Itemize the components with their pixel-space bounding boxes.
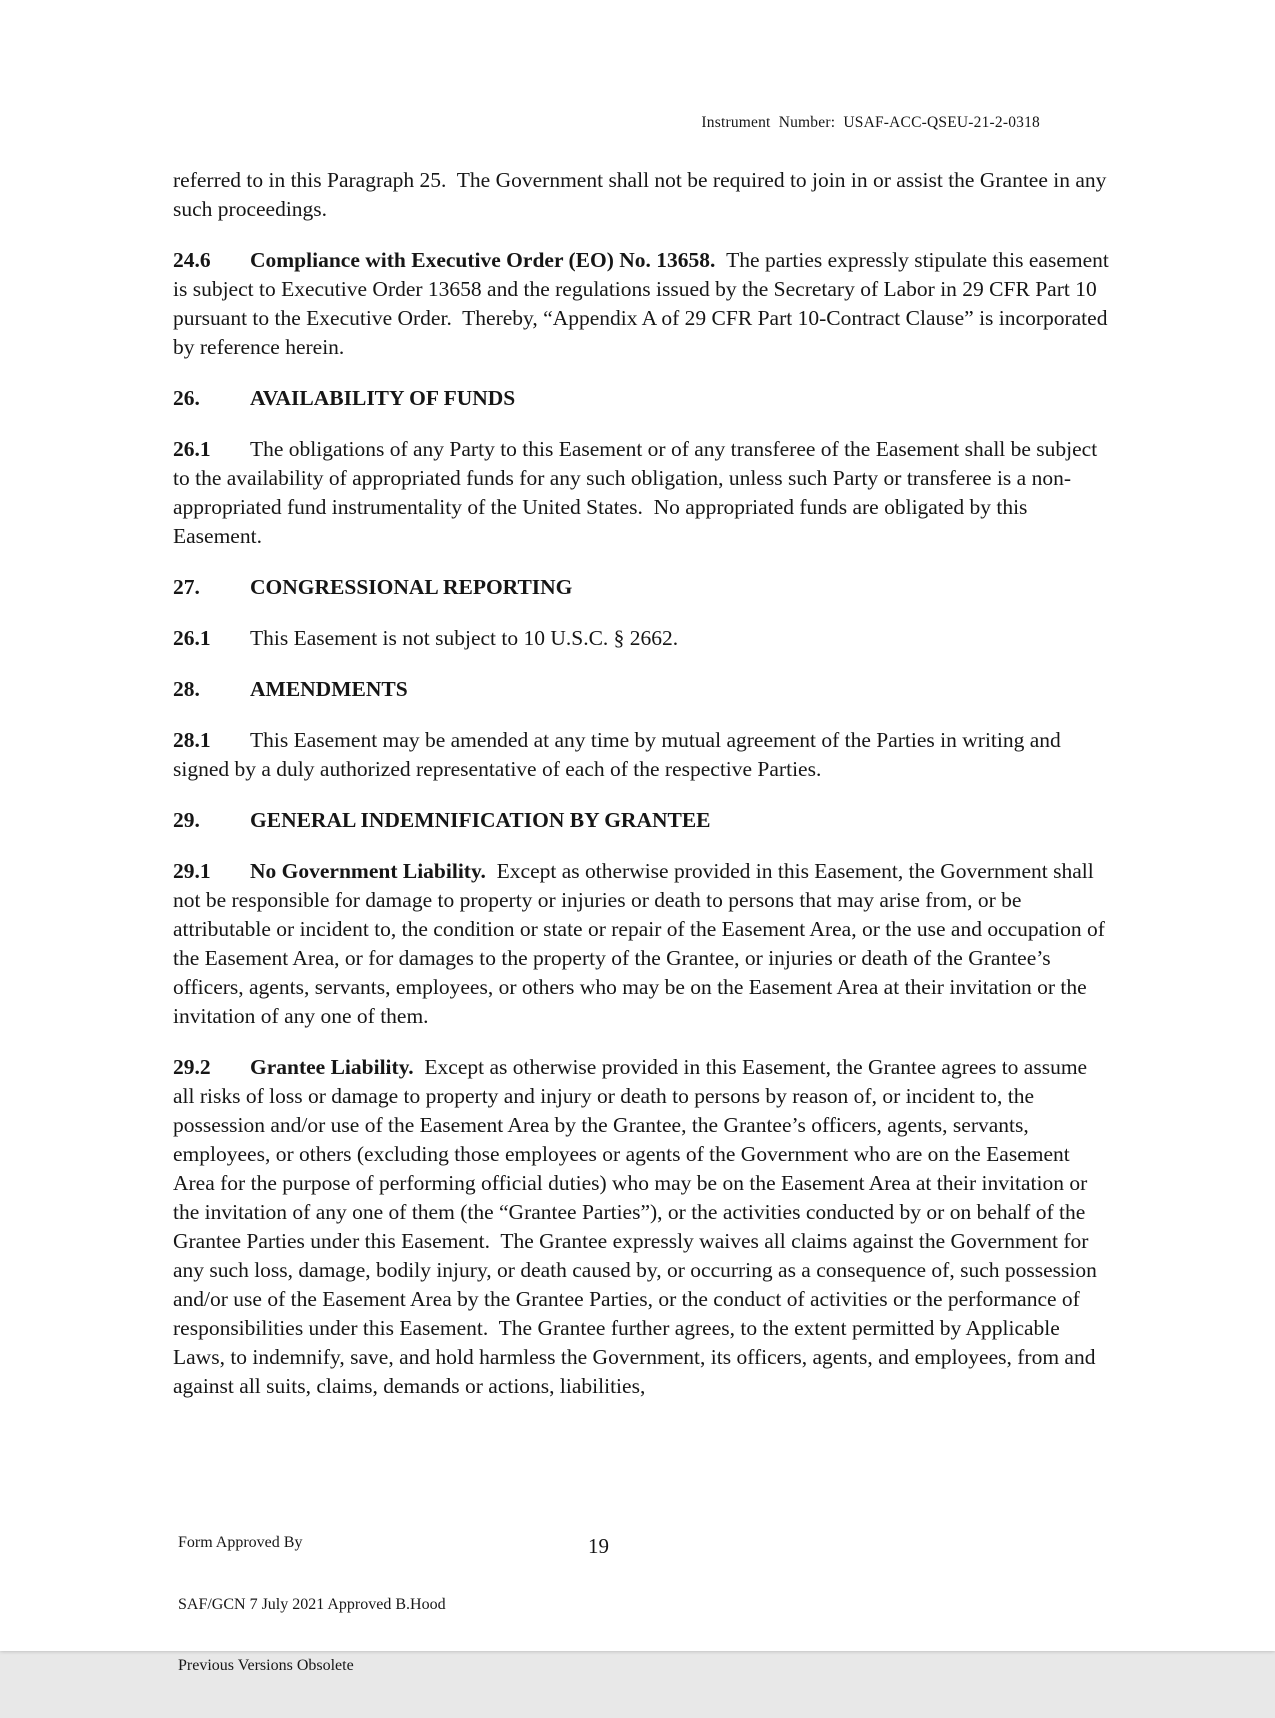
paragraph-lead: Compliance with Executive Order (EO) No. 13658. [250, 248, 727, 272]
paragraph-29-1 [173, 857, 1113, 1031]
section-heading-26 [173, 384, 1113, 413]
heading-text: AMENDMENTS [250, 677, 408, 701]
section-number: 29. [173, 808, 200, 832]
paragraph-continuation [173, 166, 1113, 224]
page-footer [178, 1492, 446, 1718]
paragraph-28-1 [173, 726, 1113, 784]
section-heading-27 [173, 573, 1113, 602]
paragraph-text: The obligations of any Party to this Easement or of any transferee of the Easement shall be subject to the availability of appropriated funds for any such obligation, unless such Party or transferee is a non-appropriated fund instrumentality of the United States. No appropriated funds are obligated by this Easement. [173, 437, 1103, 548]
paragraph-lead: Grantee Liability. [250, 1055, 425, 1079]
page-header [0, 96, 1040, 150]
paragraph-text: This Easement may be amended at any time by mutual agreement of the Parties in writing and signed by a duly authorized representative of each of the respective Parties. [173, 728, 1067, 781]
section-heading-29 [173, 806, 1113, 835]
footer-approval-line: SAF/GCN 7 July 2021 Approved B.Hood [178, 1595, 446, 1613]
paragraph-text: The parties expressly stipulate this easement is subject to Executive Order 13658 and the regulations issued by the Secretary of Labor in 29 CFR Part 10 pursuant to the Executive Order. Thereby, “Appendix A of 29 CFR Part 10-Contract Clause” is incorporated by reference herein. [173, 248, 1115, 359]
section-number: 28. [173, 677, 200, 701]
section-number: 28.1 [173, 728, 211, 752]
section-number: 29.1 [173, 859, 211, 883]
paragraph-text: This Easement is not subject to 10 U.S.C. § 2662. [250, 626, 679, 650]
paragraph-text: Except as otherwise provided in this Easement, the Grantee agrees to assume all risks of loss or damage to property and injury or death to persons by reason of, or incident to, the possession and/or use of the Easement Area by the Grantee, the Grantee’s officers, agents, servants, employees, or others (excluding those employees or agents of the Government who are on the Easement Area for the purpose of performing official duties) who may be on the Easement Area at their invitation or the invitation of any one of them (the “Grantee Parties”), or the activities conducted by or on behalf of the Grantee Parties under this Easement. The Grantee expressly waives all claims against the Government for any such loss, damage, bodily injury, or death caused by, or occurring as a consequence of, such possession and/or use of the Easement Area by the Grantee Parties, or the conduct of activities or the performance of responsibilities under this Easement. The Grantee further agrees, to the extent permitted by Applicable Laws, to indemnify, save, and hold harmless the Government, its officers, agents, and employees, from and against all suits, claims, demands or actions, liabilities, [173, 1055, 1103, 1398]
paragraph-lead: No Government Liability. [250, 859, 497, 883]
section-number: 26.1 [173, 437, 211, 461]
instrument-number: Instrument Number: USAF-ACC-QSEU-21-2-0318 [701, 114, 1040, 131]
heading-text: AVAILABILITY OF FUNDS [250, 386, 516, 410]
footer-form-approved: Form Approved By [178, 1534, 303, 1551]
section-heading-28 [173, 675, 1113, 704]
footer-obsolete-line: Previous Versions Obsolete [178, 1657, 354, 1674]
page-number: 19 [588, 1534, 609, 1558]
section-number: 29.2 [173, 1055, 211, 1079]
paragraph-26-1 [173, 624, 1113, 653]
section-number: 24.6 [173, 248, 211, 272]
paragraph-text: Except as otherwise provided in this Easement, the Government shall not be responsible for damage to property or injuries or death to persons that may arise from, or be attributable or incident to, the condition or state or repair of the Easement Area, or the use and occupation of the Easement Area, or for damages to the property of the Grantee, or injuries or death of the Grantee’s officers, agents, servants, employees, or others who may be on the Easement Area at their invitation or the invitation of any one of them. [173, 859, 1111, 1028]
heading-text: GENERAL INDEMNIFICATION BY GRANTEE [250, 808, 711, 832]
paragraph-26-1 [173, 435, 1113, 551]
document-body [173, 166, 1113, 1423]
paragraph-24-6 [173, 246, 1113, 362]
section-number: 27. [173, 575, 200, 599]
paragraph-text: referred to in this Paragraph 25. The Government shall not be required to join in or assist the Grantee in any such proceedings. [173, 168, 1112, 221]
section-number: 26.1 [173, 626, 211, 650]
paragraph-29-2 [173, 1053, 1113, 1401]
section-number: 26. [173, 386, 200, 410]
heading-text: CONGRESSIONAL REPORTING [250, 575, 573, 599]
